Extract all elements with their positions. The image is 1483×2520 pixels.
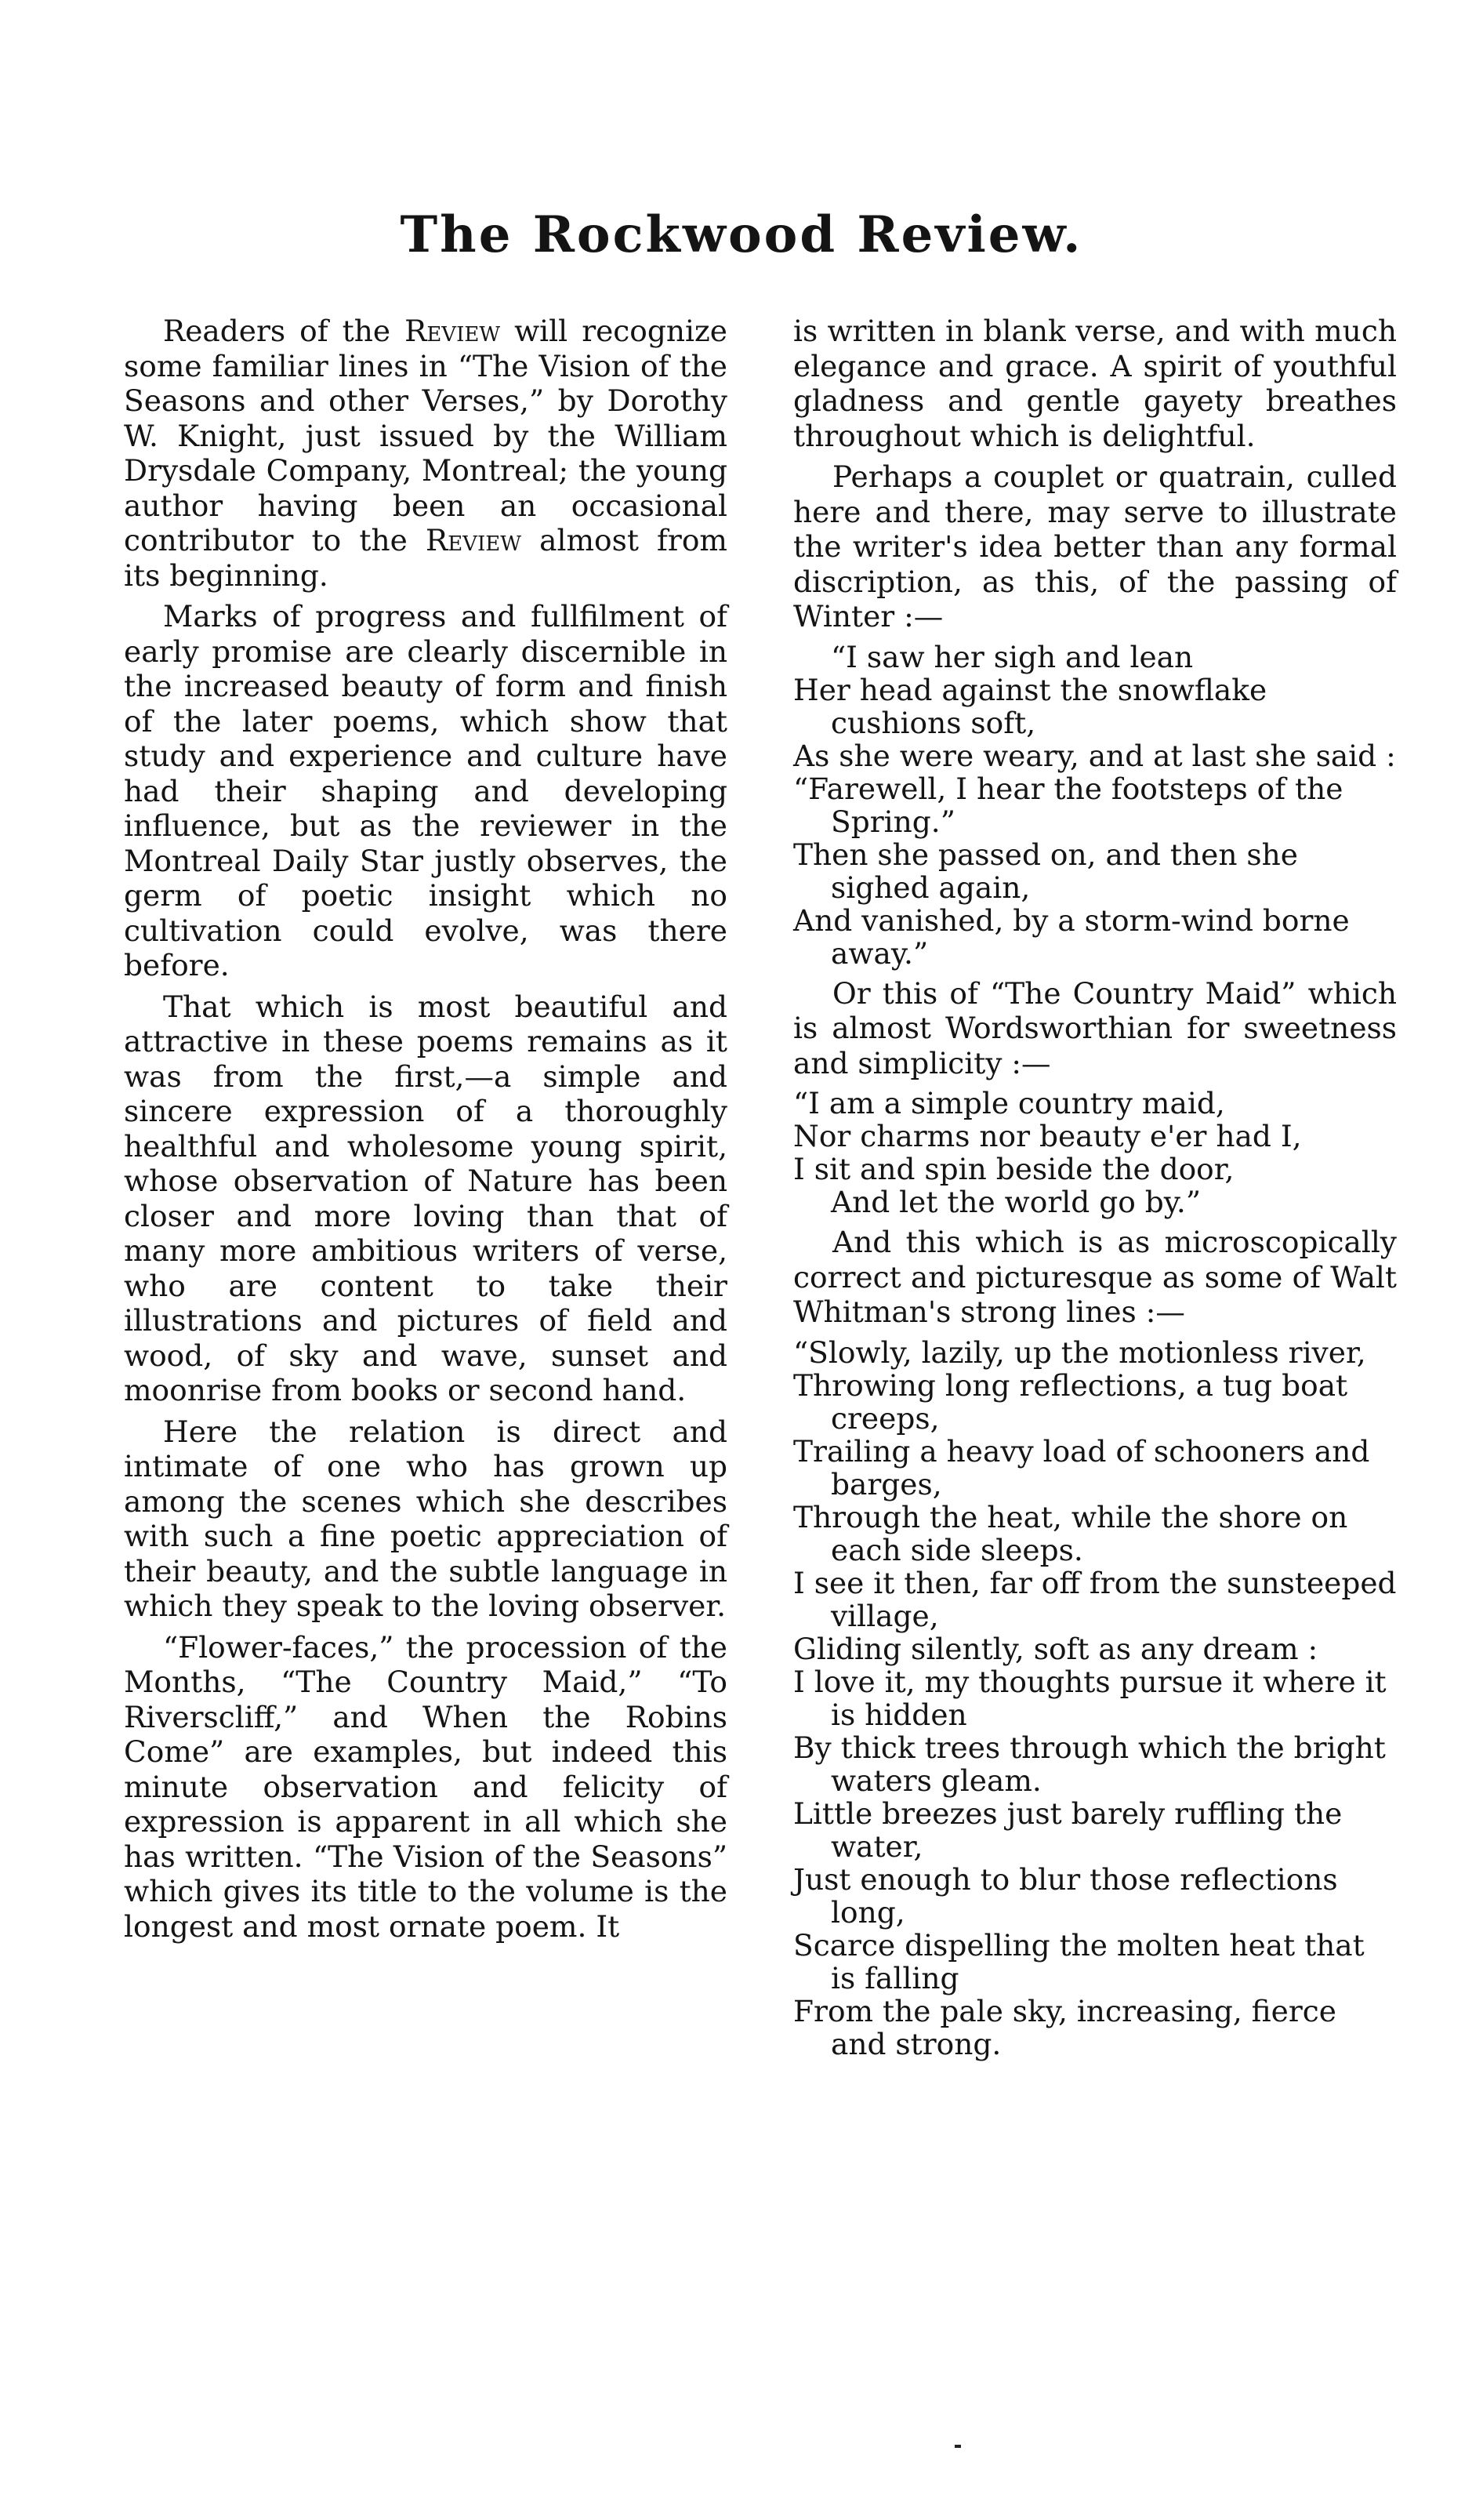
paragraph-blank-verse: is written in blank verse, and with much elegance and grace. A spirit of youthful gladness and gentle gayety breathes throughout which is delightful. bbox=[793, 314, 1397, 453]
verse-line: Then she passed on, and then she sighed again, bbox=[793, 837, 1298, 905]
ink-speck bbox=[955, 2445, 961, 2448]
paragraph-examples: “Flower-faces,” the procession of the Months, “The Country Maid,” “To Riverscliff,” and When the Robins Come” are examples, but indeed this minute observation and felicity of expression is apparent in all which she has written. “The Vision of the Seasons” which gives its title to the volume is the longest and most ornate poem. It bbox=[124, 1629, 727, 1944]
verse-line: And vanished, by a storm-wind borne away.” bbox=[793, 902, 1350, 971]
verse-river bbox=[793, 1336, 1397, 2061]
text-segment: will recognize some familiar lines in “The Vision of the Seasons and other Verses,” by Dorothy W. Knight, just issued by the William Drysdale Company, Montreal; the young author having been an occasional contributor to the bbox=[124, 314, 727, 557]
verse-line: As she were weary, and at last she said : bbox=[793, 738, 1396, 773]
verse-line: From the pale sky, increasing, fierce and strong. bbox=[793, 1993, 1336, 2061]
verse-line: Her head against the snowflake cushions soft, bbox=[793, 672, 1267, 740]
right-column bbox=[793, 314, 1397, 2067]
verse-line: I love it, my thoughts pursue it where it is hidden bbox=[793, 1664, 1387, 1732]
paragraph-whitman: And this which is as microscopically correct and picturesque as some of Walt Whitman's strong lines :— bbox=[793, 1225, 1397, 1329]
verse-line: Little breezes just barely ruffling the water, bbox=[793, 1796, 1343, 1864]
paragraph-intro bbox=[124, 314, 727, 593]
verse-line: “I am a simple country maid, bbox=[793, 1086, 1225, 1120]
verse-line: I sit and spin beside the door, bbox=[793, 1152, 1235, 1186]
verse-line: Gliding silently, soft as any dream : bbox=[793, 1631, 1318, 1666]
paragraph-couplet: Perhaps a couplet or quatrain, culled here and there, may serve to illustrate the writer's idea better than any formal discription, as this, of the passing of Winter :— bbox=[793, 459, 1397, 634]
verse-line: Trailing a heavy load of schooners and barges, bbox=[793, 1433, 1370, 1501]
verse-line: By thick trees through which the bright waters gleam. bbox=[793, 1730, 1386, 1798]
verse-line: Just enough to blur those reflections long, bbox=[793, 1861, 1338, 1930]
verse-line: I see it then, far off from the sunsteeped village, bbox=[793, 1565, 1397, 1633]
review-name: Review bbox=[404, 314, 501, 348]
verse-line: “Slowly, lazily, up the motionless river, bbox=[793, 1334, 1366, 1370]
verse-line: “I saw her sigh and lean bbox=[831, 639, 1194, 674]
page-title: The Rockwood Review. bbox=[400, 205, 1083, 264]
verse-line: Throwing long reflections, a tug boat creeps, bbox=[793, 1367, 1348, 1436]
text-segment: Readers of the bbox=[163, 314, 405, 348]
paragraph-relation: Here the relation is direct and intimate of one who has grown up among the scenes which she describes with such a fine poetic appreciation of their beauty, and the subtle language in which they speak to the loving observer. bbox=[124, 1414, 727, 1623]
verse-line: Through the heat, while the shore on each side sleeps. bbox=[793, 1499, 1348, 1567]
review-name: Review bbox=[425, 523, 521, 557]
verse-country-maid bbox=[793, 1087, 1397, 1218]
left-column bbox=[124, 314, 727, 1950]
verse-line: And let the world go by.” bbox=[831, 1185, 1201, 1219]
verse-line: Scarce dispelling the molten heat that is falling bbox=[793, 1927, 1365, 1995]
paragraph-progress: Marks of progress and fullfilment of early promise are clearly discernible in the increased beauty of form and finish of the later poems, which show that study and experience and culture have had their shaping and developing influence, but as the reviewer in the Montreal Daily Star justly observes, the germ of poetic insight which no cultivation could evolve, was there before. bbox=[124, 599, 727, 982]
verse-line: “Farewell, I hear the footsteps of the Spring.” bbox=[793, 771, 1343, 839]
text-segment: almost from its beginning. bbox=[124, 523, 727, 593]
verse-line: Nor charms nor beauty e'er had I, bbox=[793, 1119, 1302, 1153]
verse-winter bbox=[793, 641, 1397, 970]
paragraph-beauty: That which is most beautiful and attractive in these poems remains as it was from the first,—a simple and sincere expression of a thoroughly healthful and wholesome young spirit, whose observation of Nature has been closer and more loving than that of many more ambitious writers of verse, who are content to take their illustrations and pictures of field and wood, of sky and wave, sunset and moonrise from books or second hand. bbox=[124, 989, 727, 1407]
paragraph-country-maid: Or this of “The Country Maid” which is almost Wordsworthian for sweetness and simplicity :— bbox=[793, 975, 1397, 1080]
